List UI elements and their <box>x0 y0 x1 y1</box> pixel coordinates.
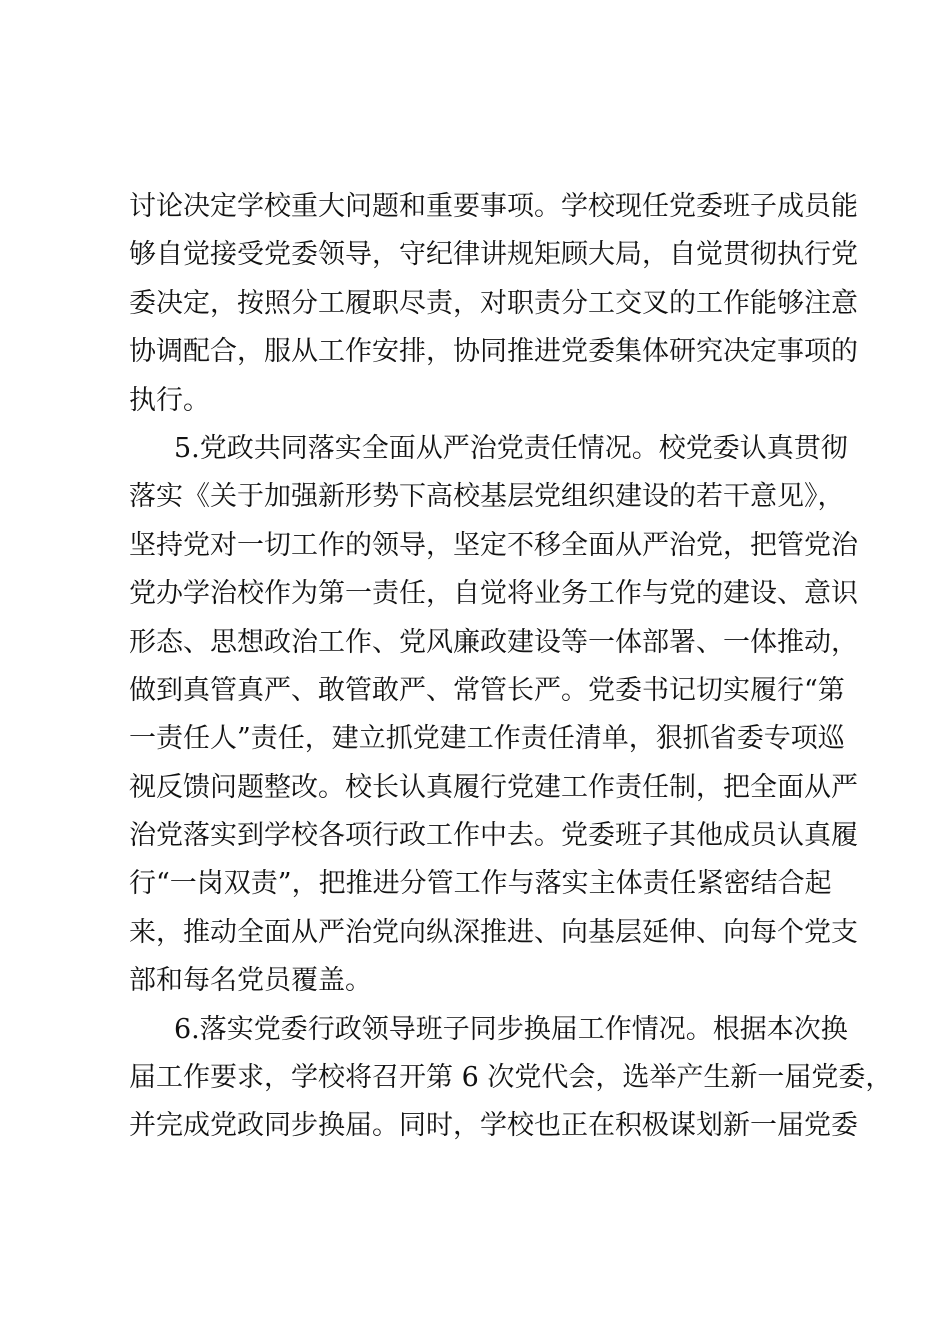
text-line: 执行。 <box>129 384 210 416</box>
text-line: 部和每名党员覆盖。 <box>129 965 372 997</box>
text-line: 做到真管真严、敢管敢严、常管长严。党委书记切实履行“第 <box>129 674 845 706</box>
text-line: 委决定，按照分工履职尽责，对职责分工交叉的工作能够注意 <box>129 287 858 319</box>
text-line: 行“一岗双责”，把推进分管工作与落实主体责任紧密结合起 <box>129 868 832 900</box>
text-line: 治党落实到学校各项行政工作中去。党委班子其他成员认真履 <box>129 820 858 852</box>
text-line: 落实《关于加强新形势下高校基层党组织建设的若干意见》， <box>129 481 845 513</box>
section-6-heading-line: 6.落实党委行政领导班子同步换届工作情况。根据本次换 <box>174 1013 848 1045</box>
text-line: 视反馈问题整改。校长认真履行党建工作责任制，把全面从严 <box>129 771 858 803</box>
section-5-heading-line: 5.党政共同落实全面从严治党责任情况。校党委认真贯彻 <box>174 432 848 464</box>
text-line: 讨论决定学校重大问题和重要事项。学校现任党委班子成员能 <box>129 191 858 222</box>
text-line: 一责任人”责任，建立抓党建工作责任清单，狠抓省委专项巡 <box>129 723 845 755</box>
document-body <box>129 183 893 1151</box>
text-line: 形态、思想政治工作、党风廉政建设等一体部署、一体推动， <box>129 626 858 658</box>
text-line: 坚持党对一切工作的领导，坚定不移全面从严治党，把管党治 <box>129 529 858 561</box>
text-line: 来，推动全面从严治党向纵深推进、向基层延伸、向每个党支 <box>129 916 858 948</box>
text-line: 党办学治校作为第一责任，自觉将业务工作与党的建设、意识 <box>129 578 858 610</box>
text-line: 届工作要求，学校将召开第 6 次党代会，选举产生新一届党委， <box>129 1062 893 1094</box>
text-line: 够自觉接受党委领导，守纪律讲规矩顾大局，自觉贯彻执行党 <box>129 239 858 271</box>
text-line: 并完成党政同步换届。同时，学校也正在积极谋划新一届党委 <box>129 1110 858 1142</box>
text-line: 协调配合，服从工作安排，协同推进党委集体研究决定事项的 <box>129 336 858 368</box>
